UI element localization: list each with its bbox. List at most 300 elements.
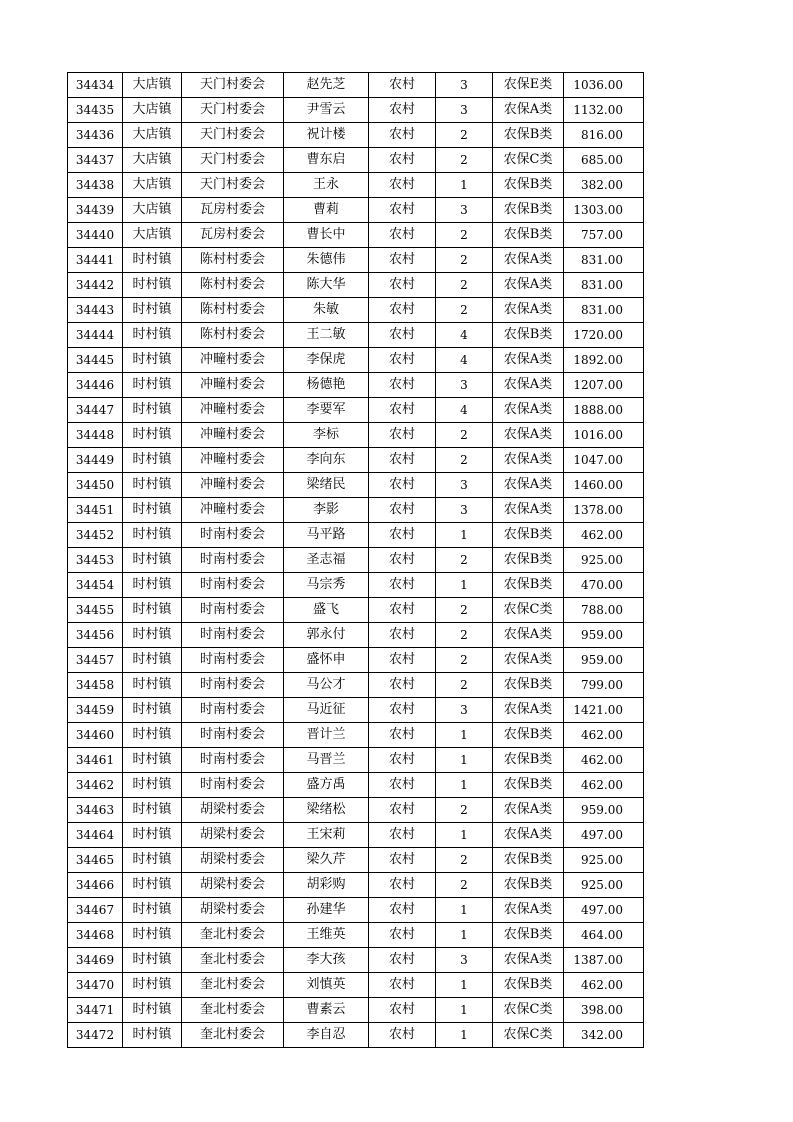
township-cell: 大店镇 (123, 73, 182, 98)
table-row (68, 598, 644, 623)
household-type-cell: 农村 (369, 123, 436, 148)
amount-cell: 757.00 (564, 223, 644, 248)
amount-cell: 1892.00 (564, 348, 644, 373)
township-cell: 时村镇 (123, 1023, 182, 1048)
record-id-cell: 34439 (68, 198, 123, 223)
household-type-cell: 农村 (369, 698, 436, 723)
record-id-cell: 34442 (68, 273, 123, 298)
member-count-cell: 2 (436, 273, 493, 298)
household-type-cell: 农村 (369, 873, 436, 898)
village-committee-cell: 奎北村委会 (182, 1023, 284, 1048)
record-id-cell: 34461 (68, 748, 123, 773)
table-row (68, 323, 644, 348)
amount-cell: 1132.00 (564, 98, 644, 123)
record-id-cell: 34463 (68, 798, 123, 823)
amount-cell: 959.00 (564, 648, 644, 673)
township-cell: 大店镇 (123, 198, 182, 223)
insurance-category-cell: 农保B类 (493, 848, 564, 873)
record-id-cell: 34459 (68, 698, 123, 723)
amount-cell: 1888.00 (564, 398, 644, 423)
table-row (68, 848, 644, 873)
township-cell: 时村镇 (123, 923, 182, 948)
amount-cell: 1036.00 (564, 73, 644, 98)
record-id-cell: 34446 (68, 373, 123, 398)
village-committee-cell: 时南村委会 (182, 698, 284, 723)
insurance-category-cell: 农保A类 (493, 698, 564, 723)
insurance-category-cell: 农保A类 (493, 298, 564, 323)
insurance-category-cell: 农保B类 (493, 198, 564, 223)
name-cell: 梁绪民 (284, 473, 369, 498)
household-type-cell: 农村 (369, 973, 436, 998)
record-id-cell: 34451 (68, 498, 123, 523)
table-row (68, 973, 644, 998)
member-count-cell: 4 (436, 348, 493, 373)
household-type-cell: 农村 (369, 998, 436, 1023)
insurance-category-cell: 农保C类 (493, 1023, 564, 1048)
table-row (68, 773, 644, 798)
record-id-cell: 34434 (68, 73, 123, 98)
township-cell: 时村镇 (123, 523, 182, 548)
member-count-cell: 2 (436, 873, 493, 898)
record-id-cell: 34462 (68, 773, 123, 798)
amount-cell: 959.00 (564, 623, 644, 648)
insurance-category-cell: 农保B类 (493, 973, 564, 998)
insurance-category-cell: 农保A类 (493, 798, 564, 823)
village-committee-cell: 冲疃村委会 (182, 498, 284, 523)
member-count-cell: 1 (436, 173, 493, 198)
household-type-cell: 农村 (369, 823, 436, 848)
record-id-cell: 34443 (68, 298, 123, 323)
table-row (68, 398, 644, 423)
record-id-cell: 34456 (68, 623, 123, 648)
insurance-category-cell: 农保E类 (493, 73, 564, 98)
township-cell: 时村镇 (123, 598, 182, 623)
member-count-cell: 1 (436, 523, 493, 548)
household-type-cell: 农村 (369, 373, 436, 398)
village-committee-cell: 奎北村委会 (182, 973, 284, 998)
township-cell: 时村镇 (123, 373, 182, 398)
amount-cell: 462.00 (564, 773, 644, 798)
household-type-cell: 农村 (369, 273, 436, 298)
table-row (68, 1023, 644, 1048)
insurance-category-cell: 农保A类 (493, 248, 564, 273)
insurance-category-cell: 农保C类 (493, 598, 564, 623)
township-cell: 时村镇 (123, 423, 182, 448)
township-cell: 大店镇 (123, 173, 182, 198)
household-type-cell: 农村 (369, 673, 436, 698)
household-type-cell: 农村 (369, 348, 436, 373)
amount-cell: 1047.00 (564, 448, 644, 473)
name-cell: 马公才 (284, 673, 369, 698)
member-count-cell: 3 (436, 73, 493, 98)
village-committee-cell: 时南村委会 (182, 548, 284, 573)
name-cell: 李影 (284, 498, 369, 523)
amount-cell: 1016.00 (564, 423, 644, 448)
insurance-category-cell: 农保A类 (493, 98, 564, 123)
household-type-cell: 农村 (369, 848, 436, 873)
township-cell: 时村镇 (123, 348, 182, 373)
benefit-record-table-wrapper (67, 72, 644, 1048)
member-count-cell: 2 (436, 123, 493, 148)
amount-cell: 925.00 (564, 848, 644, 873)
insurance-category-cell: 农保B类 (493, 873, 564, 898)
name-cell: 李保虎 (284, 348, 369, 373)
township-cell: 时村镇 (123, 948, 182, 973)
household-type-cell: 农村 (369, 748, 436, 773)
record-id-cell: 34467 (68, 898, 123, 923)
township-cell: 时村镇 (123, 248, 182, 273)
village-committee-cell: 冲疃村委会 (182, 373, 284, 398)
name-cell: 王永 (284, 173, 369, 198)
household-type-cell: 农村 (369, 898, 436, 923)
member-count-cell: 3 (436, 98, 493, 123)
name-cell: 马晋兰 (284, 748, 369, 773)
village-committee-cell: 时南村委会 (182, 523, 284, 548)
township-cell: 时村镇 (123, 673, 182, 698)
name-cell: 郭永付 (284, 623, 369, 648)
insurance-category-cell: 农保A类 (493, 648, 564, 673)
household-type-cell: 农村 (369, 398, 436, 423)
township-cell: 时村镇 (123, 398, 182, 423)
name-cell: 马近征 (284, 698, 369, 723)
household-type-cell: 农村 (369, 623, 436, 648)
table-row (68, 123, 644, 148)
table-row (68, 373, 644, 398)
household-type-cell: 农村 (369, 923, 436, 948)
village-committee-cell: 胡梁村委会 (182, 798, 284, 823)
table-row (68, 173, 644, 198)
insurance-category-cell: 农保B类 (493, 173, 564, 198)
amount-cell: 462.00 (564, 973, 644, 998)
village-committee-cell: 时南村委会 (182, 573, 284, 598)
village-committee-cell: 时南村委会 (182, 773, 284, 798)
amount-cell: 1421.00 (564, 698, 644, 723)
township-cell: 时村镇 (123, 648, 182, 673)
township-cell: 时村镇 (123, 448, 182, 473)
household-type-cell: 农村 (369, 248, 436, 273)
table-row (68, 248, 644, 273)
village-committee-cell: 时南村委会 (182, 648, 284, 673)
insurance-category-cell: 农保A类 (493, 948, 564, 973)
table-row (68, 423, 644, 448)
name-cell: 圣志福 (284, 548, 369, 573)
member-count-cell: 2 (436, 798, 493, 823)
record-id-cell: 34449 (68, 448, 123, 473)
record-id-cell: 34452 (68, 523, 123, 548)
village-committee-cell: 胡梁村委会 (182, 898, 284, 923)
village-committee-cell: 陈村村委会 (182, 323, 284, 348)
name-cell: 曹素云 (284, 998, 369, 1023)
table-row (68, 448, 644, 473)
table-row (68, 648, 644, 673)
table-row (68, 748, 644, 773)
name-cell: 朱德伟 (284, 248, 369, 273)
member-count-cell: 2 (436, 148, 493, 173)
table-row (68, 698, 644, 723)
amount-cell: 342.00 (564, 1023, 644, 1048)
table-row (68, 98, 644, 123)
township-cell: 时村镇 (123, 873, 182, 898)
benefit-record-table (67, 72, 644, 1048)
household-type-cell: 农村 (369, 523, 436, 548)
village-committee-cell: 瓦房村委会 (182, 223, 284, 248)
name-cell: 盛飞 (284, 598, 369, 623)
amount-cell: 1460.00 (564, 473, 644, 498)
name-cell: 李要军 (284, 398, 369, 423)
table-row (68, 623, 644, 648)
record-id-cell: 34448 (68, 423, 123, 448)
member-count-cell: 2 (436, 848, 493, 873)
amount-cell: 925.00 (564, 873, 644, 898)
member-count-cell: 1 (436, 773, 493, 798)
amount-cell: 1378.00 (564, 498, 644, 523)
insurance-category-cell: 农保B类 (493, 573, 564, 598)
village-committee-cell: 冲疃村委会 (182, 423, 284, 448)
township-cell: 时村镇 (123, 823, 182, 848)
name-cell: 李自忍 (284, 1023, 369, 1048)
village-committee-cell: 天门村委会 (182, 123, 284, 148)
amount-cell: 1720.00 (564, 323, 644, 348)
amount-cell: 685.00 (564, 148, 644, 173)
township-cell: 时村镇 (123, 623, 182, 648)
insurance-category-cell: 农保A类 (493, 623, 564, 648)
amount-cell: 462.00 (564, 748, 644, 773)
name-cell: 曹莉 (284, 198, 369, 223)
household-type-cell: 农村 (369, 473, 436, 498)
member-count-cell: 1 (436, 748, 493, 773)
insurance-category-cell: 农保B类 (493, 223, 564, 248)
name-cell: 梁绪松 (284, 798, 369, 823)
township-cell: 时村镇 (123, 498, 182, 523)
household-type-cell: 农村 (369, 1023, 436, 1048)
household-type-cell: 农村 (369, 298, 436, 323)
record-id-cell: 34460 (68, 723, 123, 748)
table-row (68, 948, 644, 973)
village-committee-cell: 天门村委会 (182, 73, 284, 98)
member-count-cell: 2 (436, 648, 493, 673)
household-type-cell: 农村 (369, 773, 436, 798)
village-committee-cell: 冲疃村委会 (182, 473, 284, 498)
record-id-cell: 34445 (68, 348, 123, 373)
name-cell: 赵先芝 (284, 73, 369, 98)
amount-cell: 470.00 (564, 573, 644, 598)
record-id-cell: 34437 (68, 148, 123, 173)
amount-cell: 462.00 (564, 723, 644, 748)
insurance-category-cell: 农保B类 (493, 748, 564, 773)
amount-cell: 788.00 (564, 598, 644, 623)
member-count-cell: 2 (436, 598, 493, 623)
village-committee-cell: 奎北村委会 (182, 923, 284, 948)
table-row (68, 273, 644, 298)
table-row (68, 548, 644, 573)
member-count-cell: 4 (436, 398, 493, 423)
member-count-cell: 1 (436, 573, 493, 598)
record-id-cell: 34464 (68, 823, 123, 848)
village-committee-cell: 冲疃村委会 (182, 348, 284, 373)
record-id-cell: 34471 (68, 998, 123, 1023)
amount-cell: 462.00 (564, 523, 644, 548)
record-id-cell: 34435 (68, 98, 123, 123)
village-committee-cell: 陈村村委会 (182, 248, 284, 273)
township-cell: 时村镇 (123, 723, 182, 748)
village-committee-cell: 天门村委会 (182, 148, 284, 173)
insurance-category-cell: 农保A类 (493, 498, 564, 523)
insurance-category-cell: 农保C类 (493, 998, 564, 1023)
name-cell: 盛方禹 (284, 773, 369, 798)
member-count-cell: 4 (436, 323, 493, 348)
amount-cell: 398.00 (564, 998, 644, 1023)
household-type-cell: 农村 (369, 148, 436, 173)
township-cell: 时村镇 (123, 698, 182, 723)
household-type-cell: 农村 (369, 423, 436, 448)
village-committee-cell: 冲疃村委会 (182, 448, 284, 473)
insurance-category-cell: 农保B类 (493, 123, 564, 148)
record-id-cell: 34441 (68, 248, 123, 273)
amount-cell: 1303.00 (564, 198, 644, 223)
record-id-cell: 34468 (68, 923, 123, 948)
household-type-cell: 农村 (369, 173, 436, 198)
table-row (68, 198, 644, 223)
insurance-category-cell: 农保B类 (493, 923, 564, 948)
village-committee-cell: 时南村委会 (182, 673, 284, 698)
table-row (68, 523, 644, 548)
insurance-category-cell: 农保A类 (493, 823, 564, 848)
insurance-category-cell: 农保A类 (493, 423, 564, 448)
insurance-category-cell: 农保B类 (493, 673, 564, 698)
household-type-cell: 农村 (369, 798, 436, 823)
name-cell: 梁久芹 (284, 848, 369, 873)
table-row (68, 898, 644, 923)
village-committee-cell: 胡梁村委会 (182, 848, 284, 873)
amount-cell: 497.00 (564, 898, 644, 923)
amount-cell: 831.00 (564, 248, 644, 273)
table-row (68, 998, 644, 1023)
name-cell: 李标 (284, 423, 369, 448)
township-cell: 时村镇 (123, 773, 182, 798)
insurance-category-cell: 农保B类 (493, 323, 564, 348)
member-count-cell: 3 (436, 473, 493, 498)
village-committee-cell: 天门村委会 (182, 173, 284, 198)
township-cell: 时村镇 (123, 898, 182, 923)
insurance-category-cell: 农保A类 (493, 473, 564, 498)
village-committee-cell: 陈村村委会 (182, 273, 284, 298)
member-count-cell: 2 (436, 448, 493, 473)
insurance-category-cell: 农保B类 (493, 548, 564, 573)
household-type-cell: 农村 (369, 98, 436, 123)
member-count-cell: 3 (436, 948, 493, 973)
record-id-cell: 34447 (68, 398, 123, 423)
member-count-cell: 2 (436, 423, 493, 448)
member-count-cell: 1 (436, 923, 493, 948)
name-cell: 祝计楼 (284, 123, 369, 148)
household-type-cell: 农村 (369, 648, 436, 673)
household-type-cell: 农村 (369, 73, 436, 98)
village-committee-cell: 天门村委会 (182, 98, 284, 123)
record-id-cell: 34455 (68, 598, 123, 623)
name-cell: 王宋莉 (284, 823, 369, 848)
member-count-cell: 2 (436, 223, 493, 248)
amount-cell: 831.00 (564, 273, 644, 298)
insurance-category-cell: 农保B类 (493, 523, 564, 548)
insurance-category-cell: 农保A类 (493, 448, 564, 473)
table-row (68, 873, 644, 898)
amount-cell: 799.00 (564, 673, 644, 698)
member-count-cell: 3 (436, 698, 493, 723)
household-type-cell: 农村 (369, 498, 436, 523)
household-type-cell: 农村 (369, 948, 436, 973)
village-committee-cell: 胡梁村委会 (182, 873, 284, 898)
village-committee-cell: 瓦房村委会 (182, 198, 284, 223)
household-type-cell: 农村 (369, 223, 436, 248)
township-cell: 时村镇 (123, 298, 182, 323)
member-count-cell: 1 (436, 1023, 493, 1048)
table-row (68, 148, 644, 173)
amount-cell: 1387.00 (564, 948, 644, 973)
record-id-cell: 34453 (68, 548, 123, 573)
township-cell: 时村镇 (123, 848, 182, 873)
household-type-cell: 农村 (369, 198, 436, 223)
household-type-cell: 农村 (369, 323, 436, 348)
record-id-cell: 34457 (68, 648, 123, 673)
insurance-category-cell: 农保A类 (493, 398, 564, 423)
township-cell: 时村镇 (123, 323, 182, 348)
household-type-cell: 农村 (369, 723, 436, 748)
table-row (68, 923, 644, 948)
table-row (68, 723, 644, 748)
township-cell: 大店镇 (123, 148, 182, 173)
village-committee-cell: 奎北村委会 (182, 948, 284, 973)
township-cell: 时村镇 (123, 573, 182, 598)
name-cell: 李向东 (284, 448, 369, 473)
township-cell: 时村镇 (123, 273, 182, 298)
name-cell: 胡彩购 (284, 873, 369, 898)
township-cell: 大店镇 (123, 98, 182, 123)
village-committee-cell: 时南村委会 (182, 598, 284, 623)
name-cell: 曹东启 (284, 148, 369, 173)
name-cell: 李大孩 (284, 948, 369, 973)
township-cell: 时村镇 (123, 473, 182, 498)
table-row (68, 798, 644, 823)
table-row (68, 298, 644, 323)
member-count-cell: 2 (436, 623, 493, 648)
amount-cell: 925.00 (564, 548, 644, 573)
table-row (68, 823, 644, 848)
table-body (68, 73, 644, 1048)
name-cell: 曹长中 (284, 223, 369, 248)
record-id-cell: 34454 (68, 573, 123, 598)
record-id-cell: 34470 (68, 973, 123, 998)
insurance-category-cell: 农保A类 (493, 273, 564, 298)
table-row (68, 348, 644, 373)
name-cell: 刘慎英 (284, 973, 369, 998)
insurance-category-cell: 农保A类 (493, 373, 564, 398)
record-id-cell: 34466 (68, 873, 123, 898)
village-committee-cell: 陈村村委会 (182, 298, 284, 323)
name-cell: 王二敏 (284, 323, 369, 348)
record-id-cell: 34444 (68, 323, 123, 348)
name-cell: 朱敏 (284, 298, 369, 323)
member-count-cell: 3 (436, 198, 493, 223)
village-committee-cell: 时南村委会 (182, 748, 284, 773)
record-id-cell: 34472 (68, 1023, 123, 1048)
township-cell: 时村镇 (123, 973, 182, 998)
amount-cell: 497.00 (564, 823, 644, 848)
amount-cell: 959.00 (564, 798, 644, 823)
member-count-cell: 1 (436, 723, 493, 748)
table-row (68, 73, 644, 98)
amount-cell: 1207.00 (564, 373, 644, 398)
name-cell: 马平路 (284, 523, 369, 548)
